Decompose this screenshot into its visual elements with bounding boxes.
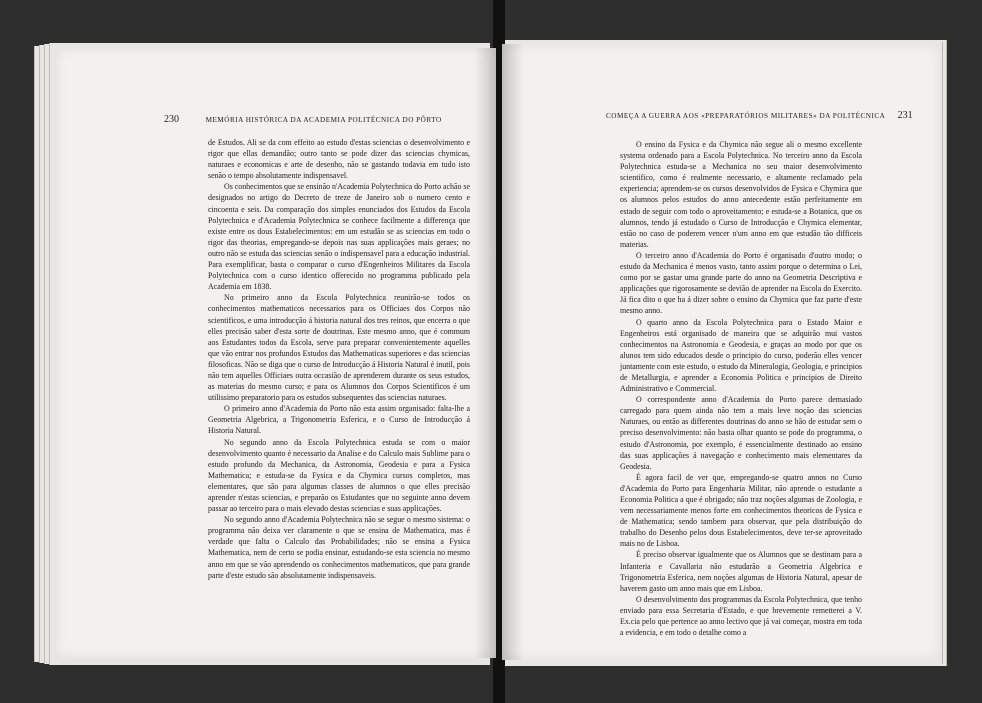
left-running-head: MEMÓRIA HISTÓRICA DA ACADEMIA POLITÉCNICA DO PÔRTO: [205, 116, 442, 124]
paragraph: No primeiro anno da Escola Polytechnica reunirão-se todos os conhecimentos mathematicos necessarios para os Officiaes dos Corpos não scientificos, e uma introducção á historia natural dos tres reinos, que encerra o que elles precisão saber d'esta sorte de doutrinas. Este mesmo anno, que é commum aos Estudantes todos da Escola, serve para preparar convenientemente aquelles que vão entrar nos profundos Estudos das Mathematicas superiores e das sciencias filosoficas. Não se diga que o curso de Introducção á Historia Natural é inutil, pois não tem aquelles Officiaes outra occasião de aprenderem durante os seus estudos, as materias do mesmo curso; e para os Alumnos dos Corpos Scientificos é um utilissimo preparatorio para os estudos subsequentes das sciencias naturaes.: [208, 293, 470, 403]
paragraph: É preciso observar igualmente que os Alumnos que se destinam para a Infanteria e Cavallaria não estudarão a Geometria Algebrica e Trigonometria Esferica, nem noções algumas de Historia Natural, apesar de haverem gasto um anno mais que em Lisboa.: [620, 550, 862, 593]
paragraph: Os conhecimentos que se ensinão n'Academia Polytechnica do Porto achão se designados no artigo do Decreto de treze de Janeiro sob o numero cento e cincoenta e seis. Da comparação dos simples enunciados dos Estudos da Escola Polytechnica e d'Academia Polytechnica se conhece facilmente a differença que existe entre os dous Estabelecimentos: em um estudão se as sciencias em todo o rigor das theorias, empregando-se depois nas suas applicações mais geraes; no outro não se estuda das sciencias senão o indispensavel para a educação industrial. Para exemplificar, basta o comparar o curso d'Engenheiros Militares da Escola Polytechnica com o curso identico offerecido no programma publicado pela Academia em 1838.: [208, 182, 470, 292]
paragraph: O desenvolvimento dos programmas da Escola Polytechnica, que tenho enviado para essa Secretaria d'Estado, e que brevemente remetterei a V. Ex.cia pelo que pertence ao anno lectivo que já vai começar, mostra em toda a evidencia, e em todo o detalhe como a: [620, 594, 862, 638]
right-running-head: COMEÇA A GUERRA AOS «PREPARATÓRIOS MILITARES» DA POLITÉCNICA: [606, 112, 885, 120]
left-body-text: [208, 137, 470, 581]
paragraph: O ensino da Fysica e da Chymica não segue ali o mesmo excellente systema ordenado para a Escola Polytechnica. No terceiro anno da Escola Polytechnica estuda-se a Mechanica no seu maior desenvolvimento scientifico, como é realmente necessario, e altamente reclamado pela experiencia; aprendem-se os cursos desenvolvidos de Fysica e Chymica que os alumnos pelos estudos do anno antecedente estão perfeitamente em estado de seguir com todo o aproveitamento; e estuda-se a Botanica, que os alumnos, tendo já estudado o Curso de Introducção e Chymica elementar, estão no caso de poderem vencer n'um anno em que estudão tão difficeis materias.: [620, 140, 862, 249]
right-page-number: 231: [897, 110, 913, 121]
right-body-text: [620, 139, 862, 638]
left-page-number: 230: [164, 114, 179, 125]
paragraph: O quarto anno da Escola Polytechnica para o Estado Maior e Engenheiros está organisado de maneira que se adquirão mui vastos conhecimentos na Astronomia e Geodesia, e graças ao modo por que os alunos tem sido educados desde o principio do curso, poderão elles vencer juntamente com este estudo, o estudo da Mineralogia, Geologia, e principios de Metallurgia, e aprender a Economia Politica e principios de Direito Administrativo e Commercial.: [620, 317, 862, 394]
paragraph: No segundo anno da Escola Polytechnica estuda se com o maior desenvolvimento quanto é necessario da Analise e do Calculo mais Sublime para o estudo profundo da Mechanica, da Astronomia, Geodesia e para a Fysica Mathematica; e estuda-se da Fysica e da Chymica cursos completos, mas elementares, que são para algumas classes de alumnos o que elles precisão aprender n'estas sciencias, e preparão os Estudantes que no seguinte anno devem passar ao terceiro para o mais elevado destas sciencias e suas applicações.: [208, 437, 470, 514]
paragraph: É agora facil de ver que, empregando-se quatro annos no Curso d'Academia do Porto para Engenharia Militar, não aprende o estudante a Economia Politica a que é obrigado; não traz noções algumas de Zoologia, e vem necessariamente menos forte em conhecimentos theoricos de Fysica e de Mathematica; sendo tambem para observar, que pela distribuição do trabalho do Desenho pelos dous Estabelecimentos, deve ter-se aproveitado mais no de Lisboa.: [620, 472, 862, 549]
right-page: [502, 44, 940, 660]
right-running-header: [606, 110, 913, 121]
paragraph: de Estudos. Ali se da com effeito ao estudo d'estas sciencias o desenvolvimento e rigor que ellas demandão; outro tanto se pode dizer das sciencias chymicas, naturaes e economicas e arte de desenho, não se gastando todavia em tudo isto senão o tempo absolutamente indispensavel.: [208, 138, 470, 181]
paragraph: O primeiro anno d'Academia do Porto não esta assim organisado: falta-lhe a Geometria Algebrica, a Trigonometria Esferica, e o Curso de Introducção á Historia Natural.: [208, 404, 470, 436]
paragraph: No segundo anno d'Academia Polytechnica não se segue o mesmo sistema: o programma não deixa ver claramente o que se ensina de Mathematica, mas é verdade que falta o Calculo das Probabilidades; não se ensina a Fysica Mathematica, nem de certo se podia ensinar, estudando-se esta sciencia no mesmo anno em que se vão aprendendo os conhecimentos mathematicos, que para grande parte d'este estudo são absolutamente indispensaveis.: [208, 515, 470, 580]
paragraph: O correspondente anno d'Academia do Porto parece demasiado carregado para quem ainda não tem a mais leve noção das sciencias Naturaes, ou então as differentes doutrinas do anno se hão de estudar sem o preciso desenvolvimento: não basta olhar quanto se pode do programma, o estudo d'Astronomia, por exemplo, é essencialmente destinado ao ensino das suas applicações á navegação e conhecimento mais elementares da Geodesia.: [620, 395, 862, 471]
paragraph: O terceiro anno d'Academia do Porto é organisado d'outro modo; o estudo da Mechanica é menos vasto, tanto assim porque o determina o Lei, como por se gastar uma grande parte do anno na Geometria Descriptiva e applicações que rigorosamente se devião de aprender na Escola do Exercito. Já fica dito o que ha á dizer sobre o ensino da Chymica que faz parte d'este mesmo anno.: [620, 250, 862, 316]
left-page: [56, 48, 496, 658]
left-running-header: [164, 114, 442, 125]
